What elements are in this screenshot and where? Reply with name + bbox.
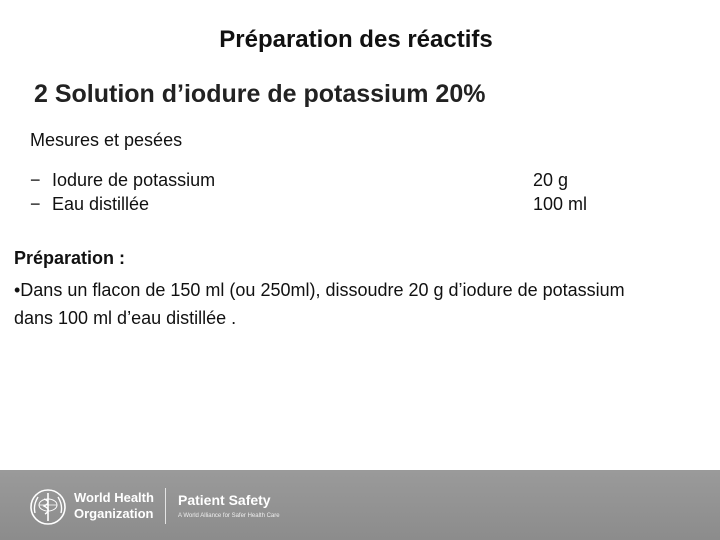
footer-banner <box>0 470 720 540</box>
preparation-line: •Dans un flacon de 150 ml (ou 250ml), dissoudre 20 g d’iodure de potassium <box>14 280 625 300</box>
patient-safety-tagline: A World Alliance for Safer Health Care <box>178 513 280 519</box>
dash-bullet: − <box>30 170 41 190</box>
who-emblem-icon <box>28 487 68 527</box>
slide-title: Préparation des réactifs <box>219 26 493 53</box>
org-name-line: Organization <box>74 506 154 521</box>
measures-heading: Mesures et pesées <box>30 130 183 150</box>
who-organization-name <box>74 490 154 522</box>
patient-safety-label: Patient Safety <box>178 492 271 508</box>
org-name-line: World Health <box>74 490 154 505</box>
preparation-heading: Préparation : <box>14 248 126 268</box>
ingredient-name: Eau distillée <box>52 194 150 214</box>
ingredient-item <box>30 194 149 215</box>
footer-divider <box>165 488 166 524</box>
ingredient-item <box>30 170 215 191</box>
ingredient-quantity: 100 ml <box>533 194 588 214</box>
dash-bullet: − <box>30 194 41 214</box>
ingredient-quantity: 20 g <box>533 170 569 190</box>
ingredient-name: Iodure de potassium <box>52 170 216 190</box>
solution-subtitle: 2 Solution d’iodure de potassium 20% <box>34 80 486 108</box>
preparation-line: dans 100 ml d’eau distillée . <box>14 308 237 328</box>
